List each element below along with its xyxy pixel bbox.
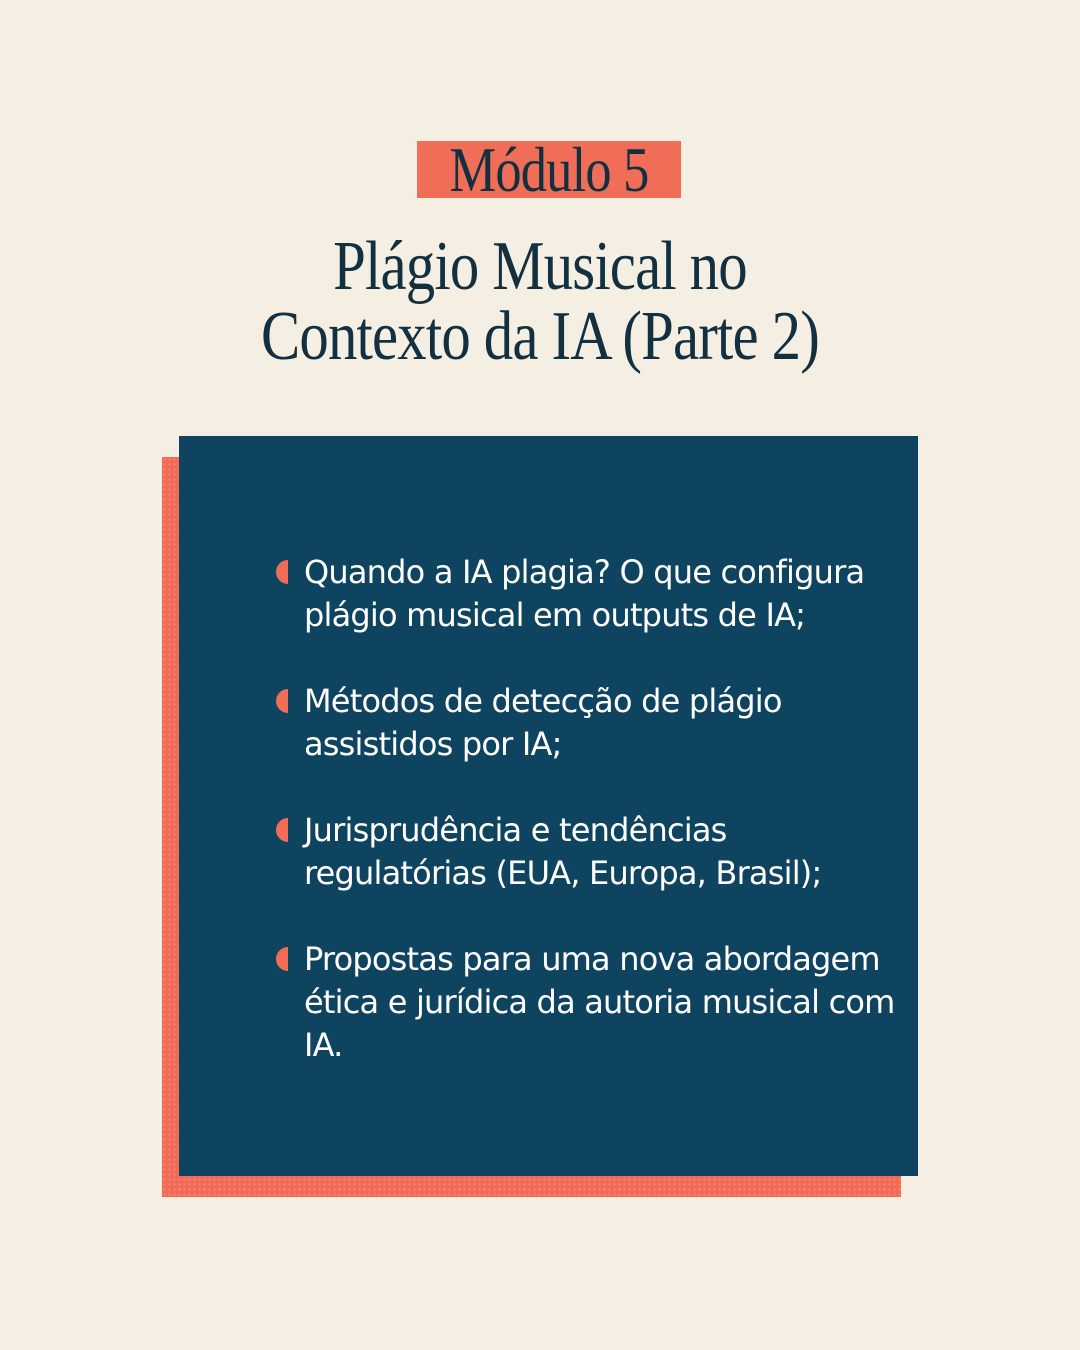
half-circle-bullet-icon [276,689,288,713]
topics-card [179,436,918,1176]
topic-list [276,551,896,1110]
module-label: Módulo 5 [449,134,649,205]
module-badge [417,134,681,205]
list-item [276,680,896,766]
half-circle-bullet-icon [276,818,288,842]
list-item-text: Propostas para uma nova abordagem ética e jurídica da autoria musical com IA. [304,940,895,1064]
list-item [276,938,896,1067]
half-circle-bullet-icon [276,560,288,584]
page-title-line-2: Contexto da IA (Parte 2) [261,298,819,375]
page-title [140,228,940,375]
page-title-line-1: Plágio Musical no [333,228,747,305]
half-circle-bullet-icon [276,947,288,971]
list-item-text: Jurisprudência e tendências regulatórias (EUA, Europa, Brasil); [304,811,822,892]
list-item [276,551,896,637]
list-item [276,809,896,895]
list-item-text: Quando a IA plagia? O que configura plágio musical em outputs de IA; [304,553,865,634]
list-item-text: Métodos de detecção de plágio assistidos por IA; [304,682,782,763]
